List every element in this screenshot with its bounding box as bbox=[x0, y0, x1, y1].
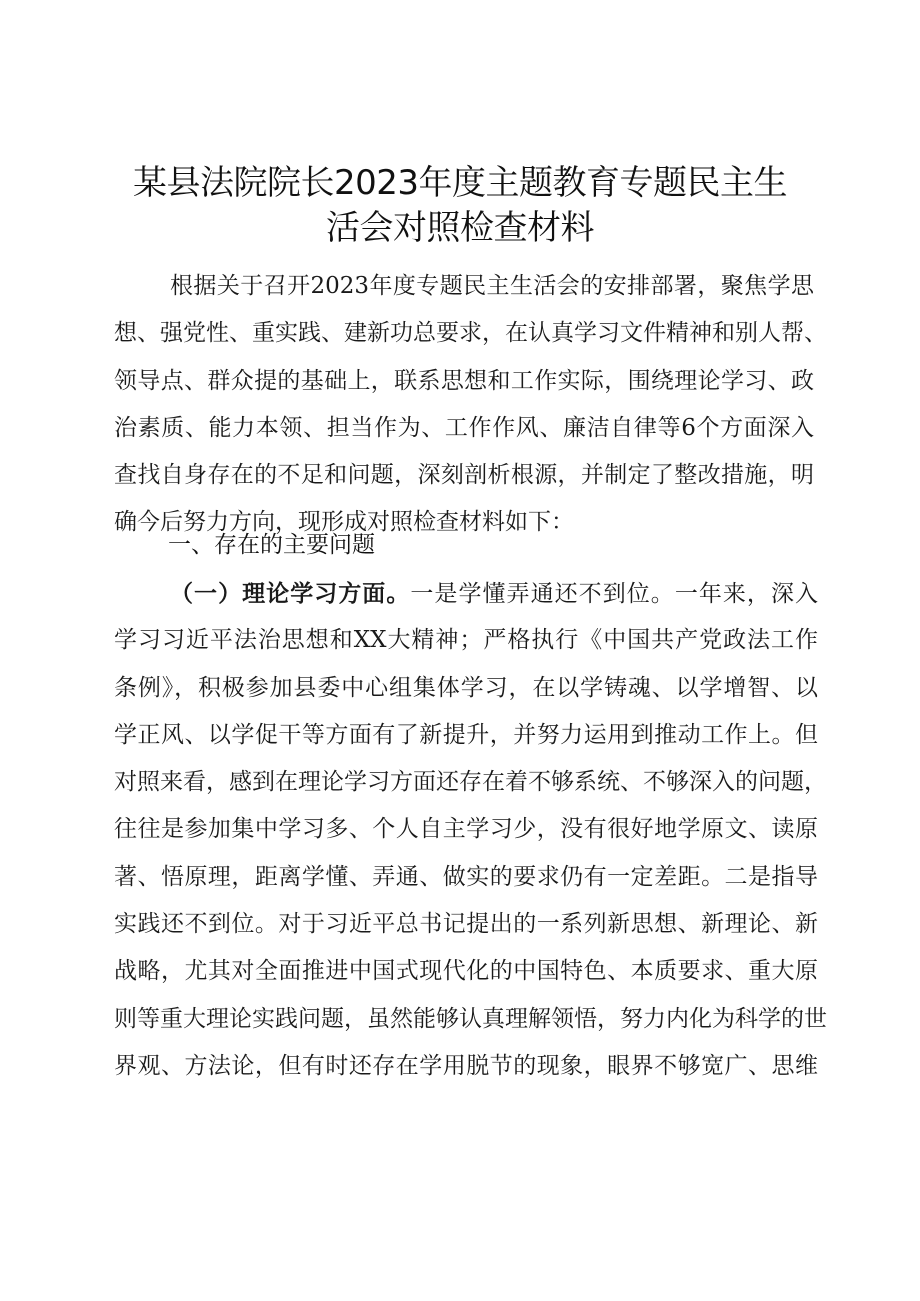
paragraph-line: 界观、方法论，但有时还存在学用脱节的现象，眼界不够宽广、思维 bbox=[114, 1052, 818, 1079]
paragraph-line: 领导点、群众提的基础上，联系思想和工作实际，围绕理论学习、政 bbox=[114, 367, 814, 394]
intro-paragraph bbox=[114, 263, 827, 547]
paragraph-line: 学正风、以学促干等方面有了新提升，并努力运用到推动工作上。但 bbox=[114, 721, 818, 748]
subsection-first-line-text: 一是学懂弄通还不到位。一年来，深入 bbox=[410, 581, 819, 607]
theory-study-paragraph bbox=[114, 570, 827, 1090]
paragraph-line bbox=[114, 570, 818, 617]
paragraph-line: 条例》，积极参加县委中心组集体学习，在以学铸魂、以学增智、以 bbox=[114, 674, 818, 701]
paragraph-line: 治素质、能力本领、担当作为、工作作风、廉洁自律等6个方面深入 bbox=[114, 414, 814, 441]
subsection-label: （一）理论学习方面。 bbox=[170, 580, 411, 607]
paragraph-line: 学习习近平法治思想和XX大精神；严格执行《中国共产党政法工作 bbox=[114, 627, 818, 654]
document-title-line-1: 某县法院院长2023年度主题教育专题民主生 bbox=[132, 163, 788, 203]
paragraph-line: 著、悟原理，距离学懂、弄通、做实的要求仍有一定差距。二是指导 bbox=[114, 863, 818, 890]
section-heading: 一、存在的主要问题 bbox=[168, 532, 375, 558]
paragraph-line: 则等重大理论实践问题，虽然能够认真理解领悟，努力内化为科学的世 bbox=[114, 1005, 827, 1032]
paragraph-line: 往往是参加集中学习多、个人自主学习少，没有很好地学原文、读原 bbox=[114, 816, 818, 843]
paragraph-line: 根据关于召开2023年度专题民主生活会的安排部署，聚焦学思 bbox=[170, 273, 814, 299]
paragraph-line: 确今后努力方向，现形成对照检查材料如下： bbox=[114, 509, 574, 536]
paragraph-line: 想、强党性、重实践、建新功总要求，在认真学习文件精神和别人帮、 bbox=[114, 320, 827, 347]
paragraph-line: 战略，尤其对全面推进中国式现代化的中国特色、本质要求、重大原 bbox=[114, 958, 818, 985]
document-title-line-2: 活会对照检查材料 bbox=[326, 208, 594, 248]
paragraph-line: 查找自身存在的不足和问题，深刻剖析根源，并制定了整改措施，明 bbox=[114, 462, 814, 489]
paragraph-line: 实践还不到位。对于习近平总书记提出的一系列新思想、新理论、新 bbox=[114, 911, 818, 938]
paragraph-line: 对照来看，感到在理论学习方面还存在着不够系统、不够深入的问题， bbox=[114, 769, 827, 796]
